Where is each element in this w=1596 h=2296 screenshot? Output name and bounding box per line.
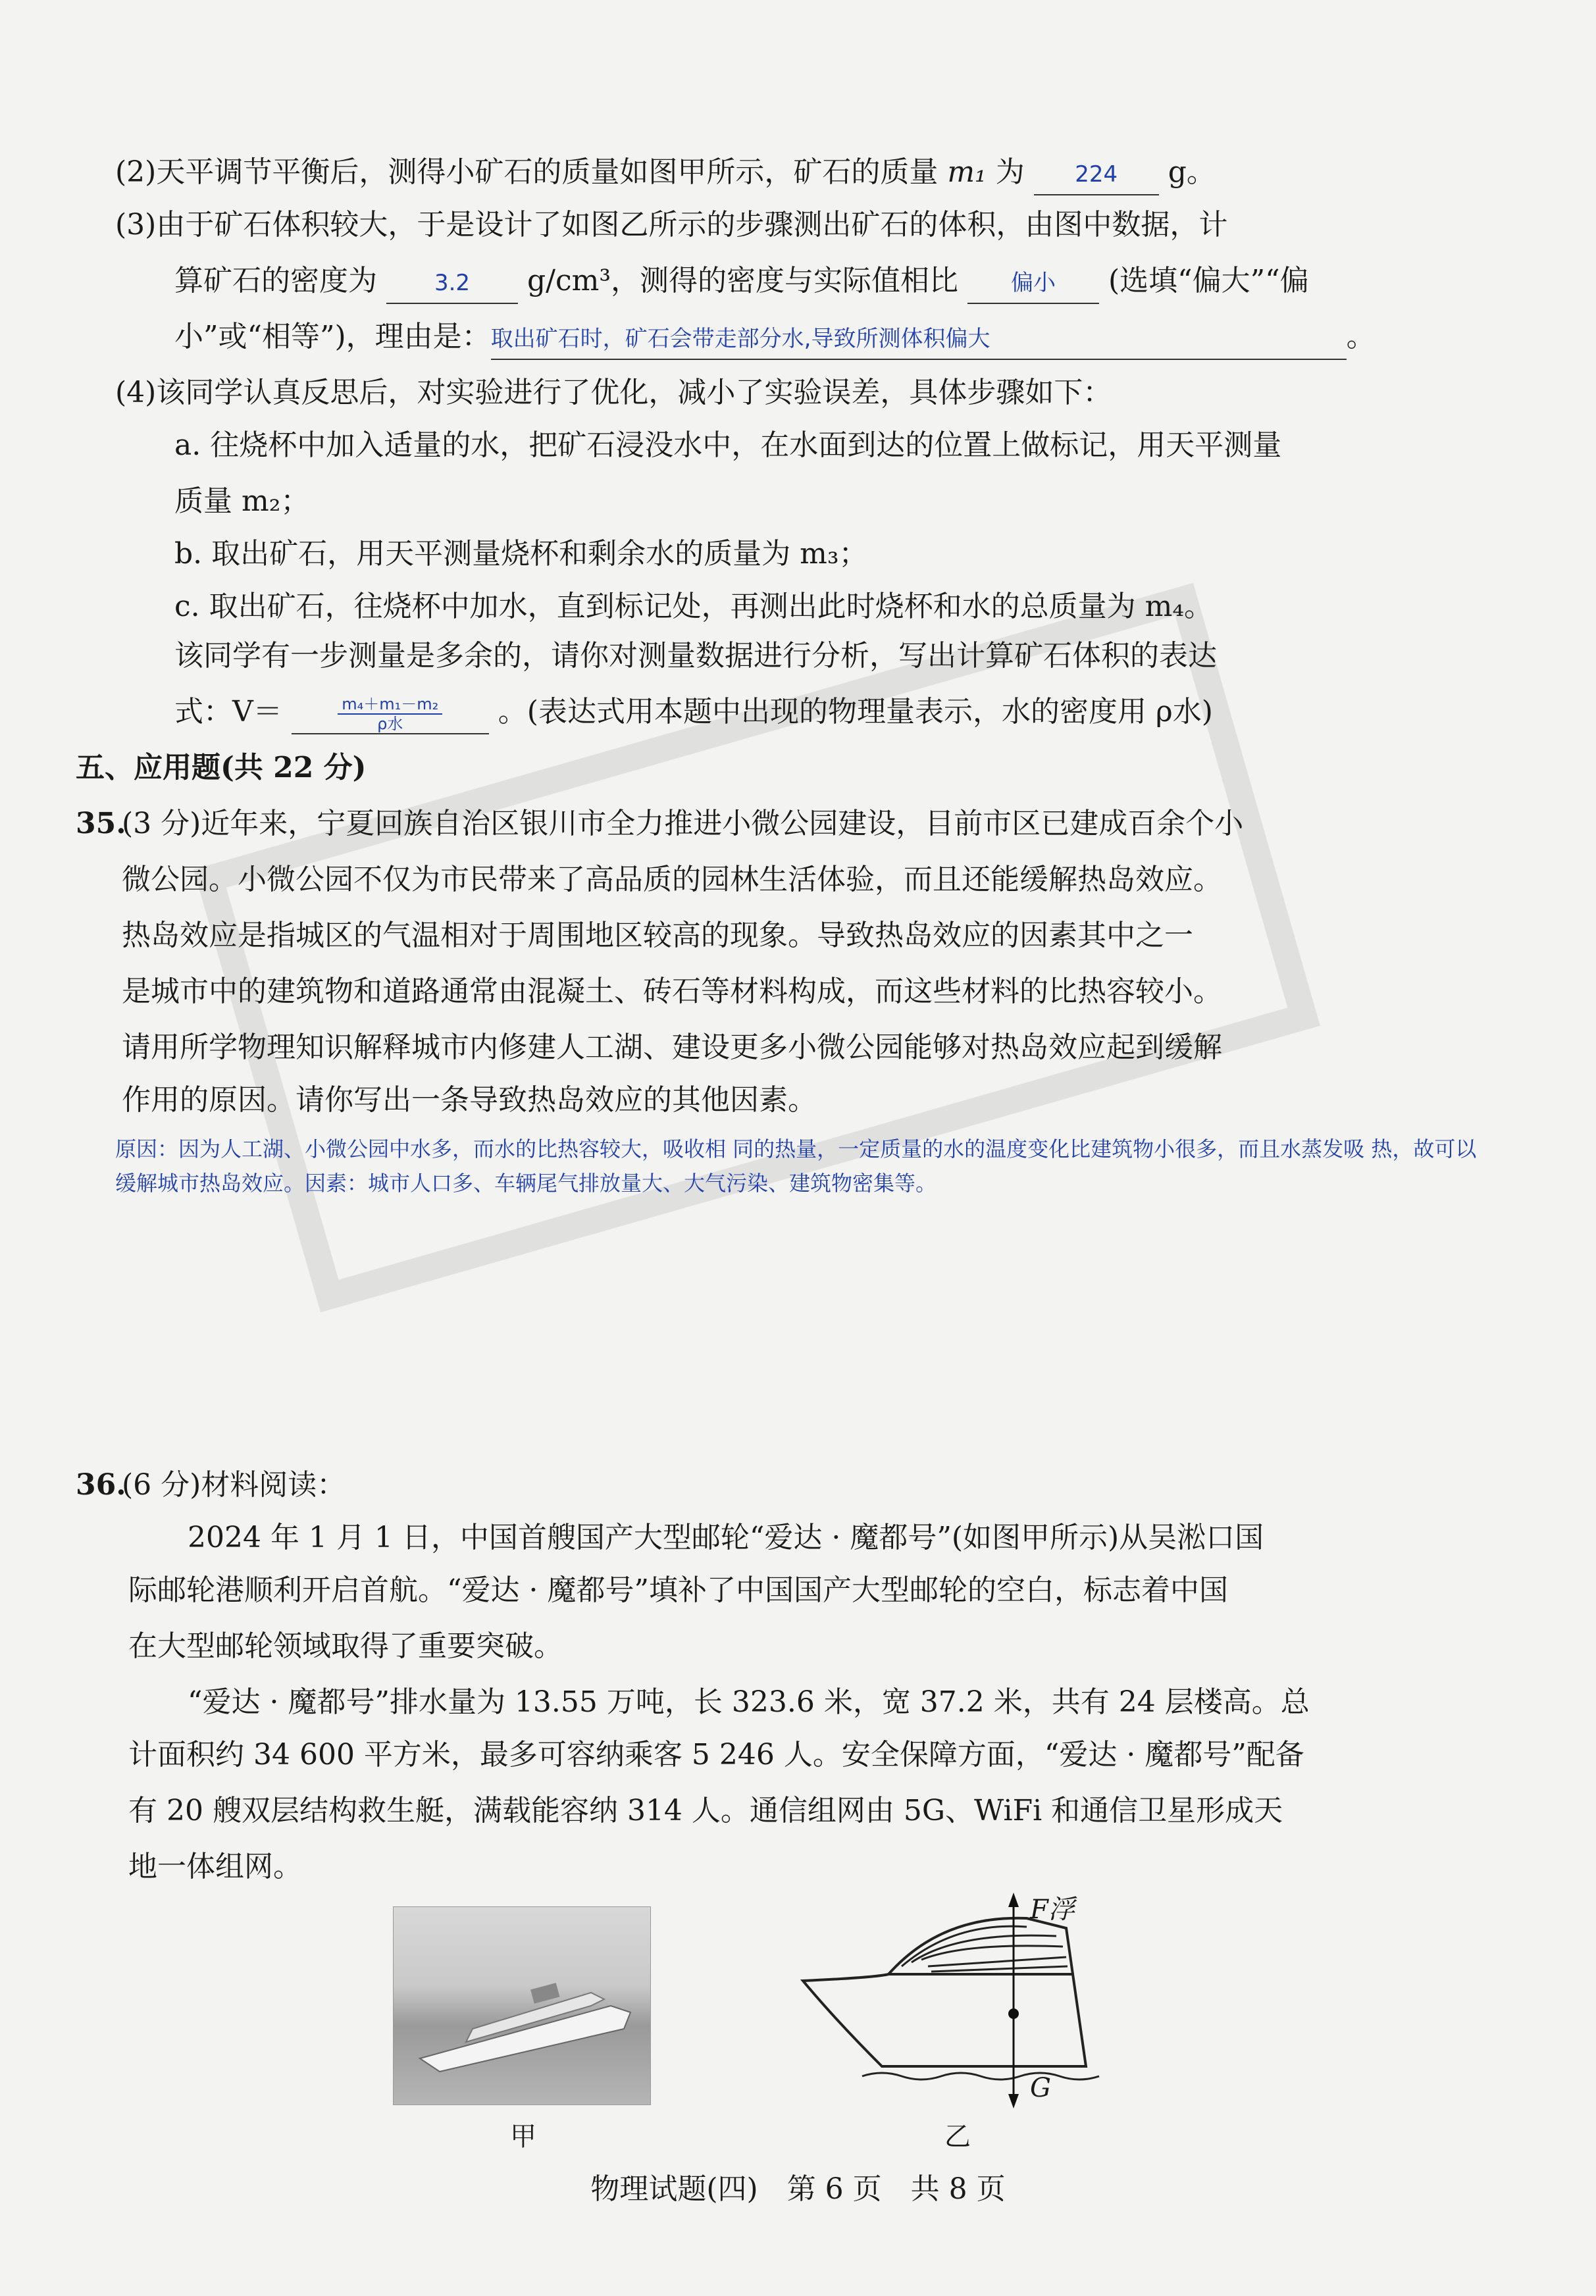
q36-p1-line3: 在大型邮轮领域取得了重要突破。 bbox=[128, 1629, 563, 1663]
buoyancy-force-label: F浮 bbox=[1030, 1895, 1075, 1925]
answer-reason: 取出矿石时，矿石会带走部分水,导致所测体积偏大 bbox=[490, 326, 991, 352]
q35-line5: 请用所学物理知识解释城市内修建人工湖、建设更多小微公园能够对热岛效应起到缓解 bbox=[122, 1031, 1222, 1064]
q36-header: (6 分)材料阅读： bbox=[122, 1468, 346, 1502]
analysis-line2: 式：V＝ $\frac{\text{m₄＋m₁－m₂}}{\text{ρ水}}$ 。(表达式用本题中出现的物理量表示，水的密度用 ρ水) bbox=[174, 692, 1213, 734]
gravity-force-label: G bbox=[1030, 2073, 1051, 2103]
cruise-ship-photo bbox=[393, 1906, 651, 2105]
q36-p2-line2: 计面积约 34 600 平方米，最多可容纳乘客 5 246 人。安全保障方面，“爱达 · 魔都号”配备 bbox=[128, 1738, 1304, 1772]
q34-part3-line3: 小”或“相等”)，理由是：取出矿石时，矿石会带走部分水,导致所测体积偏大 。 bbox=[174, 317, 1376, 360]
q35-number: 35. bbox=[76, 807, 126, 840]
q34-part3-line2: 算矿石的密度为 3.2 g/cm³，测得的密度与实际值相比 偏小 (选填“偏大”“偏 bbox=[174, 261, 1309, 304]
q34-part3-line1: (3)由于矿石体积较大，于是设计了如图乙所示的步骤测出矿石的体积，由图中数据，计 bbox=[115, 208, 1228, 242]
figure-label-jia: 甲 bbox=[510, 2122, 536, 2152]
q36-p2-line1: “爱达 · 魔都号”排水量为 13.55 万吨，长 323.6 米，宽 37.2 米，共有 24 层楼高。总 bbox=[188, 1685, 1310, 1719]
q35-answer: 原因：因为人工湖、小微公园中水多，而水的比热容较大，吸收相 同的热量，一定质量的水的温度变化比建筑物小很多，而且水蒸发吸 热，故可以缓解城市热岛效应。因素：城市人口多、车辆尾气排放量大、大气污染、建筑物密集等。 bbox=[115, 1136, 1477, 1196]
answer-compare: 偏小 bbox=[1011, 270, 1056, 296]
answer-density: 3.2 bbox=[434, 270, 471, 296]
section-title: 五、应用题(共 22 分) bbox=[76, 751, 367, 784]
step-b: b. 取出矿石，用天平测量烧杯和剩余水的质量为 m₃； bbox=[174, 537, 868, 571]
step-a-line1: a. 往烧杯中加入适量的水，把矿石浸没水中，在水面到达的位置上做标记，用天平测量 bbox=[174, 428, 1282, 462]
q35-line1: (3 分)近年来，宁夏回族自治区银川市全力推进小微公园建设，目前市区已建成百余个小 bbox=[122, 807, 1244, 840]
q34-part4-line1: (4)该同学认真反思后，对实验进行了优化，减小了实验误差，具体步骤如下： bbox=[115, 376, 1112, 409]
page-footer: 物理试题(四) 第 6 页 共 8 页 bbox=[590, 2172, 1006, 2206]
ship-force-diagram bbox=[796, 1889, 1152, 2112]
q35-line2: 微公园。小微公园不仅为市民带来了高品质的园林生活体验，而且还能缓解热岛效应。 bbox=[122, 863, 1222, 896]
step-a-line2: 质量 m₂； bbox=[174, 484, 310, 518]
step-c: c. 取出矿石，往烧杯中加水，直到标记处，再测出此时烧杯和水的总质量为 m₄。 bbox=[174, 590, 1213, 623]
q35-line3: 热岛效应是指城区的气温相对于周围地区较高的现象。导致热岛效应的因素其中之一 bbox=[122, 919, 1193, 952]
q36-p1-line2: 际邮轮港顺利开启首航。“爱达 · 魔都号”填补了中国国产大型邮轮的空白，标志着中国 bbox=[128, 1573, 1228, 1607]
analysis-line1: 该同学有一步测量是多余的，请你对测量数据进行分析，写出计算矿石体积的表达 bbox=[174, 639, 1217, 673]
q35-line6: 作用的原因。请你写出一条导致热岛效应的其他因素。 bbox=[122, 1083, 817, 1117]
q34-part2: (2)天平调节平衡后，测得小矿石的质量如图甲所示，矿石的质量 m₁ 为 224 g。 bbox=[115, 153, 1216, 195]
figure-label-yi: 乙 bbox=[944, 2122, 971, 2152]
answer-mass: 224 bbox=[1075, 161, 1118, 188]
q36-p2-line4: 地一体组网。 bbox=[128, 1850, 302, 1883]
q36-p1-line1: 2024 年 1 月 1 日，中国首艘国产大型邮轮“爱达 · 魔都号”(如图甲所示)从吴淞口国 bbox=[188, 1521, 1264, 1554]
q36-number: 36. bbox=[76, 1468, 126, 1502]
volume-formula: $\frac{\text{m₄＋m₁－m₂}}{\text{ρ水}}$ bbox=[338, 695, 442, 733]
q36-p2-line3: 有 20 艘双层结构救生艇，满载能容纳 314 人。通信组网由 5G、WiFi 和通信卫星形成天 bbox=[128, 1794, 1283, 1827]
q35-line4: 是城市中的建筑物和道路通常由混凝土、砖石等材料构成，而这些材料的比热容较小。 bbox=[122, 975, 1222, 1008]
